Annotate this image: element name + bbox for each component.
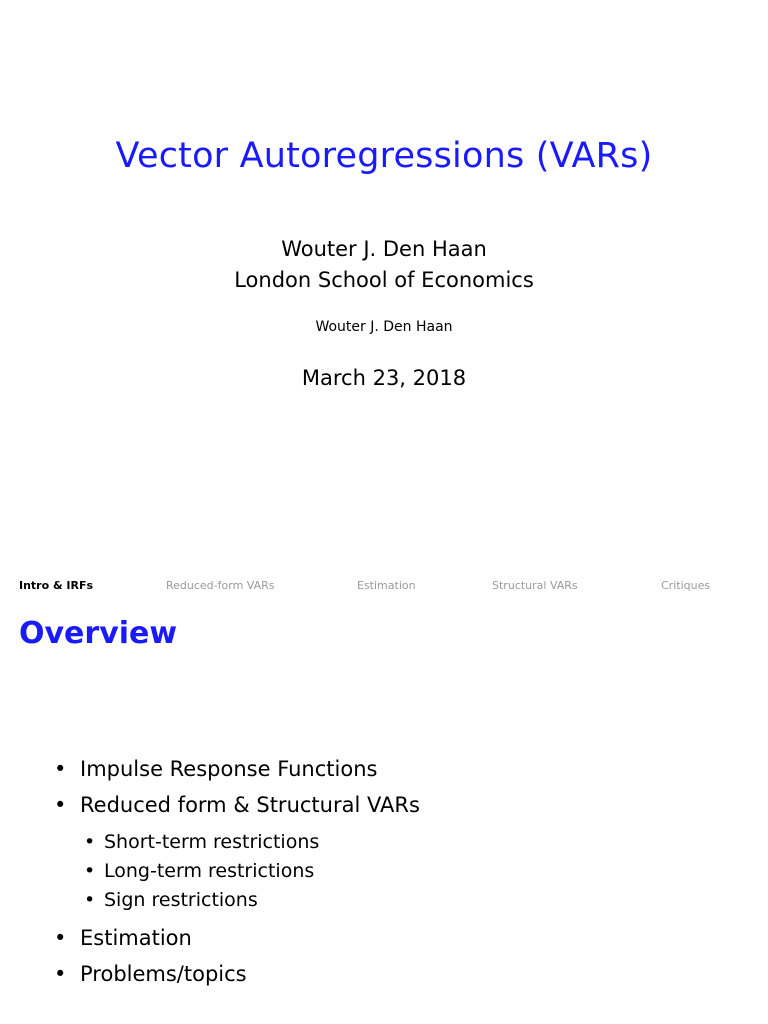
author-short: Wouter J. Den Haan [315, 319, 453, 335]
overview-list [52, 756, 420, 997]
author-block [0, 234, 768, 296]
author-name: Wouter J. Den Haan [281, 237, 487, 261]
sub-list [80, 828, 420, 915]
list-item-label: Estimation [80, 926, 192, 950]
presentation-date: March 23, 2018 [301, 366, 467, 390]
institution-name: London School of Economics [234, 268, 534, 292]
sub-list-item: • Long-term restrictions [80, 857, 420, 886]
overview-title: Overview [19, 616, 178, 651]
sub-list-item: • Sign restrictions [80, 886, 420, 915]
list-item-label: Reduced form & Structural VARs [80, 793, 420, 817]
nav-item-reduced-form-vars[interactable]: Reduced-form VARs [166, 579, 275, 592]
list-item-label: Problems/topics [80, 962, 247, 986]
sub-list-item: • Short-term restrictions [80, 828, 420, 857]
nav-item-critiques[interactable]: Critiques [661, 579, 711, 592]
nav-item-estimation[interactable]: Estimation [357, 579, 416, 592]
list-item [52, 961, 420, 987]
list-item [52, 925, 420, 951]
list-item [52, 792, 420, 915]
list-item [52, 756, 420, 782]
nav-item-structural-vars[interactable]: Structural VARs [492, 579, 578, 592]
section-navigation [0, 576, 768, 596]
nav-item-intro-irfs[interactable]: Intro & IRFs [19, 579, 94, 592]
presentation-title: Vector Autoregressions (VARs) [115, 136, 653, 176]
list-item-label: Impulse Response Functions [80, 757, 378, 781]
